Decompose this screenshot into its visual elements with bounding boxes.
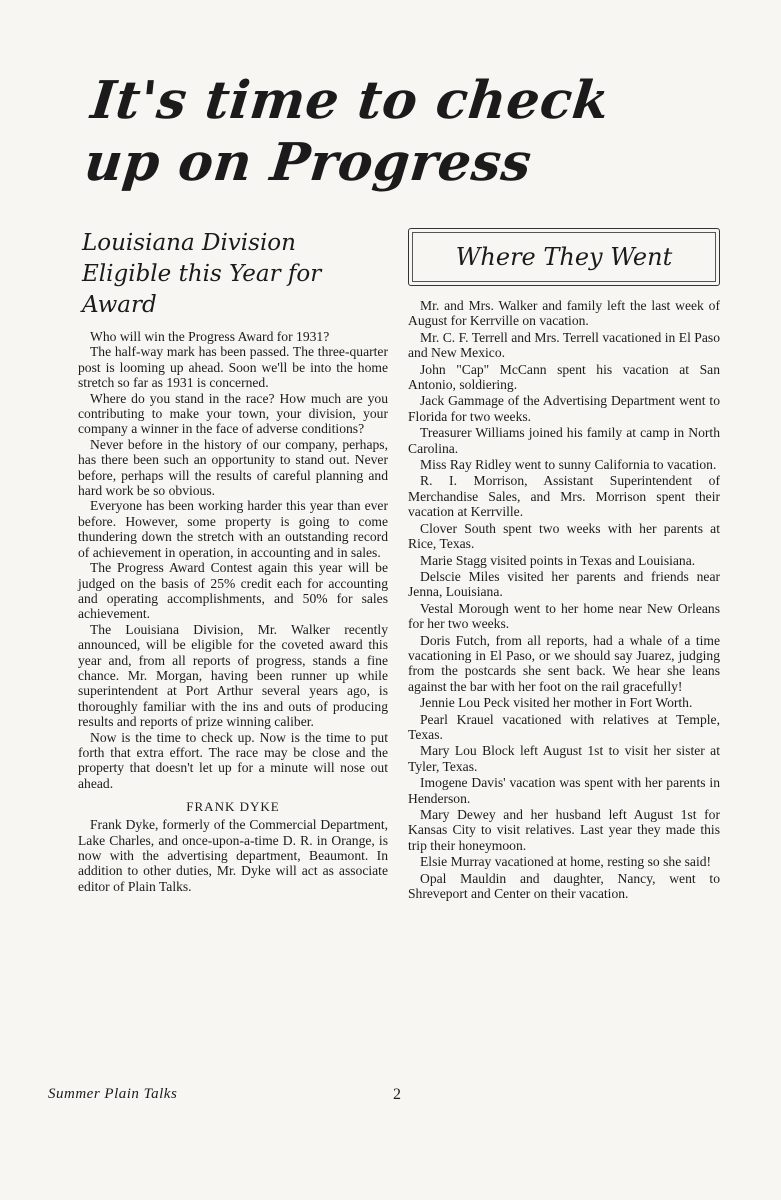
vacation-item: Clover South spent two weeks with her parents at Rice, Texas. bbox=[408, 520, 720, 552]
vacation-item: Treasurer Williams joined his family at camp in North Carolina. bbox=[408, 425, 720, 456]
article-paragraph: The Louisiana Division, Mr. Walker recently announced, will be eligible for the coveted award this year and, from all reports of progress, stands a fine chance. Mr. Morgan, having been runner up while superintendent at Port Arthur several years ago, is thoroughly familiar with the ins and outs of producing results and reports of prize winning caliber. bbox=[78, 621, 388, 730]
vacation-item: Elsie Murray vacationed at home, resting so she said! bbox=[420, 854, 712, 870]
byline-paragraph: Frank Dyke, formerly of the Commercial Department, Lake Charles, and once-upon-a-time D. R. in Orange, is now with the advertising department, Beaumont. In addition to other duties, Mr. Dyke will act as associate editor of Plain Talks. bbox=[78, 817, 388, 894]
article-paragraph: The Progress Award Contest again this year will be judged on the basis of 25% credit each for accounting and operating accomplishments, and 50% for sales achievement. bbox=[78, 560, 388, 622]
page-title: It's time to check up on Progress bbox=[81, 70, 613, 193]
page-number: 2 bbox=[393, 1086, 401, 1103]
right-column bbox=[408, 220, 720, 902]
vacation-item: John "Cap" McCann spent his vacation at San Antonio, soldiering. bbox=[408, 361, 720, 393]
magazine-name: Summer Plain Talks bbox=[48, 1086, 178, 1102]
article-paragraph: The half-way mark has been passed. The three-quarter post is looming up ahead. Soon we'll be into the home stretch so far as 1931 is concerned. bbox=[78, 344, 388, 391]
vacation-item: Mr. C. F. Terrell and Mrs. Terrell vacationed in El Paso and New Mexico. bbox=[408, 329, 720, 361]
box-heading-frame bbox=[408, 228, 720, 286]
article-paragraph: Now is the time to check up. Now is the time to put forth that extra effort. The race may be close and the property that doesn't let up for a minute will nose out ahead. bbox=[78, 729, 388, 791]
vacation-item: Doris Futch, from all reports, had a whale of a time vacationing in El Paso, or we should say Juarez, judging from the postcards she sent back. We hear she leans against the bar with her foot on the rail gracefully! bbox=[408, 632, 720, 694]
article-paragraph: Where do you stand in the race? How much are you contributing to make your town, your division, your company a winner in the face of adverse conditions? bbox=[78, 390, 388, 437]
vacation-item: Jack Gammage of the Advertising Department went to Florida for two weeks. bbox=[408, 393, 720, 424]
vacation-item: Vestal Morough went to her home near New Orleans for her two weeks. bbox=[408, 600, 720, 632]
article-paragraph: Everyone has been working harder this year than ever before. However, some property is going to come thundering down the stretch with an outstanding record of achievement in operation, in accounting and in sales. bbox=[78, 498, 388, 560]
vacation-item: Imogene Davis' vacation was spent with her parents in Henderson. bbox=[408, 775, 720, 806]
left-column bbox=[78, 220, 388, 894]
vacation-item: Pearl Krauel vacationed with relatives at Temple, Texas. bbox=[408, 711, 720, 742]
article-subhead: Louisiana Division Eligible this Year for Award bbox=[82, 230, 322, 318]
vacation-item: R. I. Morrison, Assistant Superintendent of Merchandise Sales, and Mrs. Morrison spent their vacation at Kerrville. bbox=[408, 473, 720, 520]
vacation-item: Jennie Lou Peck visited her mother in Fort Worth. bbox=[420, 695, 693, 711]
vacation-item: Miss Ray Ridley went to sunny California to vacation. bbox=[420, 457, 717, 473]
vacation-item: Opal Mauldin and daughter, Nancy, went to Shreveport and Center on their vacation. bbox=[408, 870, 720, 902]
vacation-item: Mary Dewey and her husband left August 1st for Kansas City to visit relatives. Last year they made this trip their honeymoon. bbox=[408, 807, 720, 853]
box-heading: Where They Went bbox=[455, 243, 673, 271]
byline-heading: FRANK DYKE bbox=[186, 799, 280, 815]
article-paragraph: Never before in the history of our company, perhaps, has there been such an opportunity to stand out. Never before, perhaps will the results of careful planning and hard work be so obvious. bbox=[78, 436, 388, 499]
vacation-item: Marie Stagg visited points in Texas and Louisiana. bbox=[420, 552, 696, 568]
vacation-item: Delscie Miles visited her parents and friends near Jenna, Louisiana. bbox=[408, 568, 720, 600]
article-paragraph: Who will win the Progress Award for 1931? bbox=[90, 329, 330, 344]
vacation-item: Mary Lou Block left August 1st to visit her sister at Tyler, Texas. bbox=[408, 743, 720, 774]
vacation-item: Mr. and Mrs. Walker and family left the last week of August for Kerrville on vacation. bbox=[408, 298, 720, 329]
